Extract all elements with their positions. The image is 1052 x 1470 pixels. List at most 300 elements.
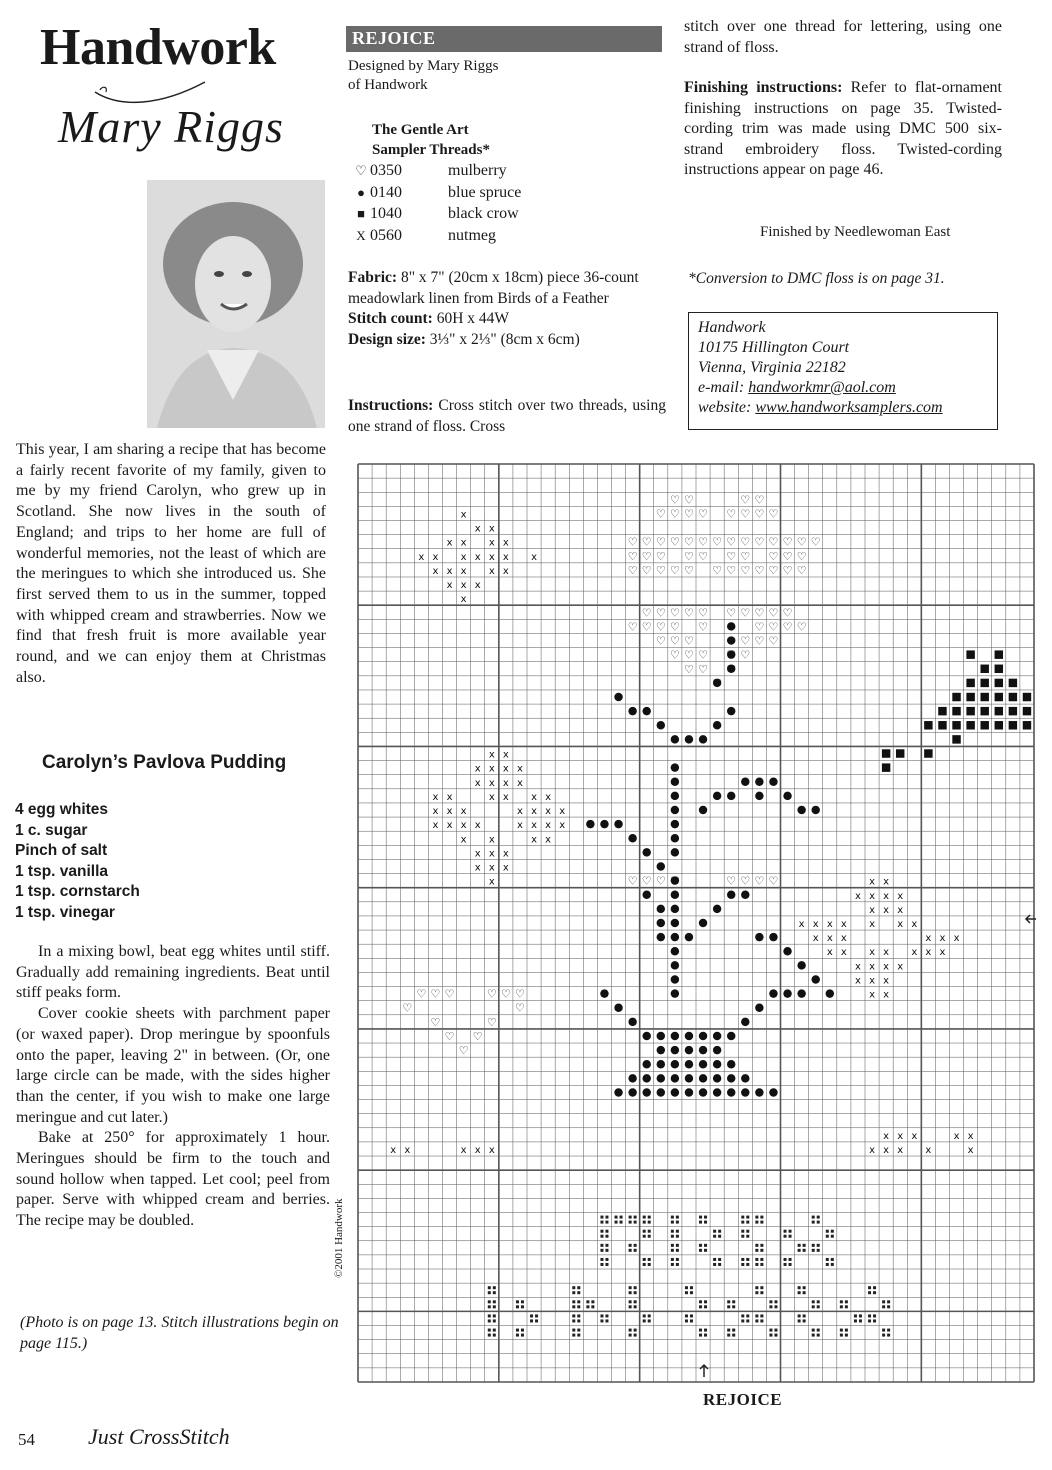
- stitch-dot: [727, 1088, 735, 1096]
- lettering-stitch: [493, 1286, 496, 1289]
- stitch-heart: ♡: [754, 493, 765, 507]
- stitch-x: x: [531, 820, 538, 832]
- lettering-stitch: [882, 1329, 885, 1332]
- lettering-stitch: [774, 1329, 777, 1332]
- stitch-dot: [657, 1046, 665, 1054]
- lettering-stitch: [826, 1263, 829, 1266]
- stitch-square: [882, 763, 890, 771]
- lettering-stitch: [798, 1319, 801, 1322]
- lettering-stitch: [868, 1291, 871, 1294]
- stitch-heart: ♡: [782, 535, 793, 549]
- photo-note: (Photo is on page 13. Stitch illustrations begin on page 115.): [20, 1314, 339, 1352]
- lettering-stitch: [812, 1305, 815, 1308]
- dot-icon: ●: [357, 184, 365, 200]
- lettering-stitch: [859, 1319, 862, 1322]
- stitch-dot: [614, 1004, 622, 1012]
- stitch-heart: ♡: [796, 620, 807, 634]
- stitch-heart: ♡: [486, 1015, 497, 1029]
- threads-line: Sampler Threads*: [372, 142, 490, 158]
- lettering-stitch: [676, 1244, 679, 1247]
- stitch-square: [924, 721, 932, 729]
- stitch-x: x: [545, 806, 552, 818]
- lettering-stitch: [812, 1329, 815, 1332]
- lettering-stitch: [634, 1216, 637, 1219]
- stitch-x: x: [545, 834, 552, 846]
- thread-name: nutmeg: [448, 226, 496, 244]
- stitch-dot: [642, 1032, 650, 1040]
- stitch-heart: ♡: [796, 549, 807, 563]
- stitch-heart: ♡: [627, 620, 638, 634]
- thread-name: black crow: [448, 205, 519, 222]
- lettering-stitch: [577, 1314, 580, 1317]
- threads-heading: [372, 120, 490, 160]
- stitch-x: x: [446, 537, 453, 549]
- lettering-stitch: [643, 1263, 646, 1266]
- lettering-stitch: [600, 1263, 603, 1266]
- lettering-stitch: [817, 1216, 820, 1219]
- stitch-x: x: [488, 876, 495, 888]
- lettering-stitch: [774, 1334, 777, 1337]
- lettering-stitch: [854, 1319, 857, 1322]
- lettering-stitch: [704, 1329, 707, 1332]
- lettering-stitch: [648, 1319, 651, 1322]
- lettering-stitch: [840, 1334, 843, 1337]
- lettering-stitch: [488, 1305, 491, 1308]
- website-link[interactable]: www.handworksamplers.com: [755, 399, 943, 416]
- stitch-heart: ♡: [698, 662, 708, 676]
- lettering-stitch: [746, 1216, 749, 1219]
- stitch-dot: [797, 961, 805, 969]
- stitch-dot: [741, 1018, 749, 1026]
- threads-brand: The Gentle Art: [372, 122, 469, 138]
- address-street: 10175 Hillington Court: [698, 339, 850, 356]
- lettering-stitch: [755, 1263, 758, 1266]
- lettering-stitch: [572, 1319, 575, 1322]
- stitch-x: x: [502, 565, 509, 577]
- lettering-stitch: [704, 1244, 707, 1247]
- lettering-stitch: [648, 1314, 651, 1317]
- stitch-x: x: [897, 961, 904, 973]
- stitch-heart: ♡: [754, 634, 765, 648]
- stitch-heart: ♡: [458, 1044, 469, 1058]
- stitch-x: x: [897, 904, 904, 916]
- lettering-stitch: [732, 1300, 735, 1303]
- ingredient: Pinch of salt: [15, 842, 108, 860]
- instructions-continued: stitch over one thread for lettering, using one strand of floss.: [684, 18, 1002, 56]
- stitch-heart: ♡: [698, 535, 708, 549]
- stitch-x: x: [545, 791, 552, 803]
- lettering-stitch: [643, 1319, 646, 1322]
- lettering-stitch: [634, 1249, 637, 1252]
- stitch-x: x: [432, 791, 439, 803]
- stitch-dot: [727, 1060, 735, 1068]
- stitch-heart: ♡: [515, 987, 525, 1001]
- stitch-x: x: [446, 791, 453, 803]
- lettering-stitch: [760, 1263, 763, 1266]
- stitch-dot: [657, 721, 665, 729]
- thread-code: 0140: [370, 183, 402, 201]
- stitch-dot: [699, 1074, 707, 1082]
- stitch-dot: [811, 975, 819, 983]
- stitch-dot: [657, 933, 665, 941]
- stitch-heart: ♡: [740, 874, 751, 888]
- stitch-heart: ♡: [754, 620, 765, 634]
- stitch-x: x: [488, 565, 495, 577]
- stitch-heart: ♡: [655, 620, 666, 634]
- stitch-dot: [685, 735, 693, 743]
- lettering-stitch: [789, 1230, 792, 1233]
- stitch-x: x: [488, 848, 495, 860]
- stitch-heart: ♡: [726, 549, 737, 563]
- lettering-stitch: [873, 1291, 876, 1294]
- lettering-stitch: [634, 1334, 637, 1337]
- stitch-square: [924, 749, 932, 757]
- stitch-dot: [657, 1032, 665, 1040]
- stitch-heart: ♡: [740, 563, 751, 577]
- lettering-stitch: [873, 1319, 876, 1322]
- lettering-stitch: [488, 1334, 491, 1337]
- lettering-stitch: [803, 1249, 806, 1252]
- lettering-stitch: [676, 1230, 679, 1233]
- stitch-heart: ♡: [796, 563, 807, 577]
- lettering-stitch: [648, 1258, 651, 1261]
- stitch-square: [952, 693, 960, 701]
- lettering-stitch: [789, 1263, 792, 1266]
- stitch-x: x: [488, 537, 495, 549]
- lettering-stitch: [629, 1216, 632, 1219]
- lettering-stitch: [516, 1300, 519, 1303]
- lettering-stitch: [685, 1314, 688, 1317]
- lettering-stitch: [798, 1249, 801, 1252]
- lettering-stitch: [755, 1249, 758, 1252]
- thread-key: [352, 160, 521, 246]
- ingredient: 4 egg whites: [15, 801, 109, 818]
- stitch-dot: [783, 947, 791, 955]
- stitch-heart: ♡: [655, 563, 666, 577]
- stitch-heart: ♡: [754, 535, 765, 549]
- stitch-x: x: [446, 565, 453, 577]
- stitch-x: x: [559, 806, 566, 818]
- lettering-stitch: [577, 1291, 580, 1294]
- lettering-stitch: [826, 1258, 829, 1261]
- stitch-dot: [713, 1088, 721, 1096]
- stitch-x: x: [474, 580, 481, 592]
- lettering-stitch: [629, 1300, 632, 1303]
- stitch-heart: ♡: [754, 874, 765, 888]
- stitch-heart: ♡: [416, 987, 427, 1001]
- lettering-stitch: [826, 1230, 829, 1233]
- stitch-x: x: [432, 820, 439, 832]
- lettering-stitch: [704, 1249, 707, 1252]
- stitch-x: x: [854, 961, 861, 973]
- stitch-square: [1009, 721, 1017, 729]
- stitch-x: x: [840, 919, 847, 930]
- stitch-dot: [642, 1088, 650, 1096]
- stitch-square: [896, 749, 904, 757]
- stitch-heart: ♡: [740, 634, 751, 648]
- stitch-heart: ♡: [698, 620, 708, 634]
- stitch-x: x: [474, 763, 481, 775]
- lettering-stitch: [873, 1314, 876, 1317]
- lettering-stitch: [530, 1319, 533, 1322]
- lettering-stitch: [755, 1258, 758, 1261]
- lettering-stitch: [704, 1221, 707, 1224]
- stitch-square: [882, 749, 890, 757]
- stitch-heart: ♡: [655, 606, 666, 620]
- stitch-heart: ♡: [782, 620, 793, 634]
- lettering-stitch: [586, 1300, 589, 1303]
- lettering-stitch: [746, 1221, 749, 1224]
- pattern-name: REJOICE: [352, 28, 436, 48]
- lettering-stitch: [746, 1235, 749, 1238]
- stitch-x: x: [854, 975, 861, 987]
- stitch-dot: [783, 792, 791, 800]
- stitch-x: x: [502, 791, 509, 803]
- stitch-dot: [671, 1074, 679, 1082]
- lettering-stitch: [535, 1314, 538, 1317]
- stitch-dot: [769, 933, 777, 941]
- stitch-x: x: [869, 947, 876, 959]
- stitch-heart: ♡: [684, 493, 694, 507]
- lettering-stitch: [676, 1263, 679, 1266]
- stitch-heart: ♡: [641, 620, 652, 634]
- lettering-stitch: [713, 1263, 716, 1266]
- lettering-stitch: [718, 1230, 721, 1233]
- stitch-dot: [671, 763, 679, 771]
- lettering-stitch: [629, 1249, 632, 1252]
- stitch-dot: [671, 933, 679, 941]
- lettering-stitch: [718, 1263, 721, 1266]
- stitch-heart: ♡: [768, 535, 779, 549]
- stitch-x: x: [883, 904, 890, 916]
- lettering-stitch: [493, 1329, 496, 1332]
- stitch-x: x: [460, 551, 467, 563]
- stitch-heart: ♡: [627, 874, 638, 888]
- stitch-x: x: [516, 820, 523, 832]
- stitch-heart: ♡: [698, 549, 708, 563]
- lettering-stitch: [882, 1305, 885, 1308]
- stitch-dot: [783, 989, 791, 997]
- stitch-x: x: [531, 806, 538, 818]
- lettering-stitch: [741, 1235, 744, 1238]
- stitch-x: x: [488, 791, 495, 803]
- center-arrow-icon: [697, 1362, 711, 1378]
- lettering-stitch: [854, 1314, 857, 1317]
- lettering-stitch: [817, 1305, 820, 1308]
- stitch-heart: ♡: [754, 507, 765, 521]
- stitch-x: x: [488, 749, 495, 761]
- lettering-stitch: [760, 1244, 763, 1247]
- lettering-stitch: [600, 1235, 603, 1238]
- lettering-stitch: [699, 1329, 702, 1332]
- page-number: 54: [18, 1430, 35, 1449]
- email-link[interactable]: handworkmr@aol.com: [748, 379, 896, 396]
- stitch-x: x: [869, 876, 876, 888]
- stitch-dot: [657, 1074, 665, 1082]
- lettering-stitch: [741, 1230, 744, 1233]
- ingredient: 1 tsp. cornstarch: [15, 883, 140, 901]
- stitch-dot: [727, 622, 735, 630]
- stitch-dot: [671, 792, 679, 800]
- lettering-stitch: [493, 1334, 496, 1337]
- lettering-stitch: [769, 1329, 772, 1332]
- stitch-x: x: [953, 933, 960, 945]
- lettering-stitch: [634, 1329, 637, 1332]
- stitch-dot: [699, 806, 707, 814]
- lettering-stitch: [798, 1286, 801, 1289]
- stitch-dot: [671, 1046, 679, 1054]
- lettering-stitch: [887, 1329, 890, 1332]
- stitch-heart: ♡: [684, 648, 694, 662]
- stitch-x: x: [812, 933, 819, 945]
- stitch-heart: ♡: [698, 648, 708, 662]
- stitch-heart: ♡: [515, 1001, 525, 1015]
- stitch-heart: ♡: [641, 874, 652, 888]
- stitch-x: x: [474, 551, 481, 563]
- lettering-stitch: [629, 1334, 632, 1337]
- stitch-dot: [755, 933, 763, 941]
- stitch-dot: [642, 848, 650, 856]
- stitch-square: [952, 735, 960, 743]
- stitch-square: [966, 693, 974, 701]
- stitch-dot: [671, 961, 679, 969]
- lettering-stitch: [699, 1221, 702, 1224]
- stitch-x: x: [883, 989, 890, 1001]
- stitch-x: x: [502, 862, 509, 874]
- stitch-heart: ♡: [684, 563, 694, 577]
- lettering-stitch: [755, 1216, 758, 1219]
- lettering-stitch: [535, 1319, 538, 1322]
- lettering-stitch: [577, 1319, 580, 1322]
- lettering-stitch: [755, 1291, 758, 1294]
- ingredient: 1 tsp. vanilla: [15, 862, 109, 880]
- stitch-heart: ♡: [684, 535, 694, 549]
- stitch-dot: [657, 862, 665, 870]
- lettering-stitch: [671, 1249, 674, 1252]
- stitch-dot: [671, 1060, 679, 1068]
- stitch-heart: ♡: [768, 874, 779, 888]
- stitch-x: x: [474, 1144, 481, 1156]
- lettering-stitch: [826, 1235, 829, 1238]
- stitch-x: x: [869, 919, 876, 930]
- lettering-stitch: [685, 1291, 688, 1294]
- stitch-x: x: [953, 1130, 960, 1142]
- lettering-stitch: [769, 1300, 772, 1303]
- stitch-dot: [628, 1074, 636, 1082]
- finishing-instructions: Finishing instructions: Refer to flat-ornament finishing instructions on page 35. Twisted-cording trim was made using DMC 500 six-strand embroidery floss. Twisted-cording instructions appear on page 46.: [684, 79, 1002, 179]
- intro-paragraph: This year, I am sharing a recipe that has become a fairly recent favorite of my family, given to me by my friend Carolyn, who grew up in Scotland. She now lives in the south of England; and trips to her home are full of wonderful memories, not the least of which are the meringues to which she introduced us. She first served them to us in the summer, topped with whipped cream and strawberries. Now we find that fresh fruit is more available year round, and we can enjoy them at Christmas also.: [16, 441, 326, 686]
- stitch-x: x: [883, 890, 890, 902]
- stitch-x: x: [897, 919, 904, 930]
- stitch-x: x: [531, 791, 538, 803]
- stitch-heart: ♡: [684, 507, 694, 521]
- ingredient: 1 c. sugar: [15, 821, 88, 839]
- lettering-stitch: [760, 1216, 763, 1219]
- lettering-stitch: [741, 1319, 744, 1322]
- stitch-heart: ♡: [740, 549, 751, 563]
- stitch-dot: [741, 1088, 749, 1096]
- stitch-x: x: [460, 580, 467, 592]
- stitch-dot: [699, 1032, 707, 1040]
- lettering-stitch: [727, 1329, 730, 1332]
- stitch-heart: ♡: [669, 620, 680, 634]
- stitch-x: x: [559, 820, 566, 832]
- stitch-dot: [727, 891, 735, 899]
- lettering-stitch: [600, 1244, 603, 1247]
- lettering-stitch: [634, 1244, 637, 1247]
- stitch-heart: ♡: [669, 634, 680, 648]
- stitch-count-spec: Stitch count: 60H x 44W: [348, 310, 510, 327]
- lettering-stitch: [634, 1291, 637, 1294]
- lettering-stitch: [704, 1300, 707, 1303]
- lettering-stitch: [845, 1329, 848, 1332]
- design-size-spec: Design size: 3⅓" x 2⅓" (8cm x 6cm): [348, 330, 580, 348]
- lettering-stitch: [746, 1263, 749, 1266]
- stitch-dot: [699, 1088, 707, 1096]
- stitch-heart: ♡: [768, 549, 779, 563]
- lettering-stitch: [887, 1305, 890, 1308]
- stitch-x: x: [869, 961, 876, 973]
- stitch-dot: [685, 933, 693, 941]
- lettering-stitch: [577, 1329, 580, 1332]
- lettering-stitch: [727, 1300, 730, 1303]
- stitch-dot: [628, 707, 636, 715]
- stitch-x: x: [474, 862, 481, 874]
- stitch-heart: ♡: [472, 1029, 483, 1043]
- designer-photo: [147, 180, 325, 428]
- lettering-stitch: [629, 1305, 632, 1308]
- stitch-x: x: [897, 1130, 904, 1142]
- stitch-x: x: [869, 890, 876, 902]
- stitch-heart: ♡: [726, 507, 737, 521]
- stitch-dot: [713, 1032, 721, 1040]
- stitch-x: x: [502, 763, 509, 775]
- stitch-dot: [699, 1060, 707, 1068]
- thread-code: 1040: [370, 205, 402, 222]
- lettering-stitch: [812, 1216, 815, 1219]
- stitch-dot: [699, 1046, 707, 1054]
- lettering-stitch: [774, 1300, 777, 1303]
- lettering-stitch: [605, 1235, 608, 1238]
- stitch-dot: [769, 778, 777, 786]
- stitch-dot: [699, 919, 707, 927]
- lettering-stitch: [671, 1244, 674, 1247]
- lettering-stitch: [746, 1230, 749, 1233]
- stitch-x: x: [897, 1144, 904, 1156]
- lettering-stitch: [774, 1305, 777, 1308]
- stitch-x: x: [502, 848, 509, 860]
- instructions: Instructions: Cross stitch over two threads, using one strand of floss. Cross: [348, 397, 666, 435]
- lettering-stitch: [882, 1334, 885, 1337]
- address-box: [688, 312, 998, 430]
- stitch-x: x: [516, 806, 523, 818]
- lettering-stitch: [727, 1334, 730, 1337]
- stitch-dot: [614, 820, 622, 828]
- thread-row: [352, 203, 521, 225]
- stitch-x: x: [798, 919, 805, 930]
- lettering-stitch: [671, 1216, 674, 1219]
- lettering-stitch: [803, 1319, 806, 1322]
- stitch-dot: [657, 1060, 665, 1068]
- stitch-dot: [727, 707, 735, 715]
- stitch-x: x: [488, 523, 495, 535]
- lettering-stitch: [629, 1291, 632, 1294]
- stitch-x: x: [460, 1144, 467, 1156]
- lettering-stitch: [699, 1305, 702, 1308]
- lettering-stitch: [845, 1334, 848, 1337]
- lettering-stitch: [591, 1305, 594, 1308]
- recipe-method: [16, 942, 330, 1232]
